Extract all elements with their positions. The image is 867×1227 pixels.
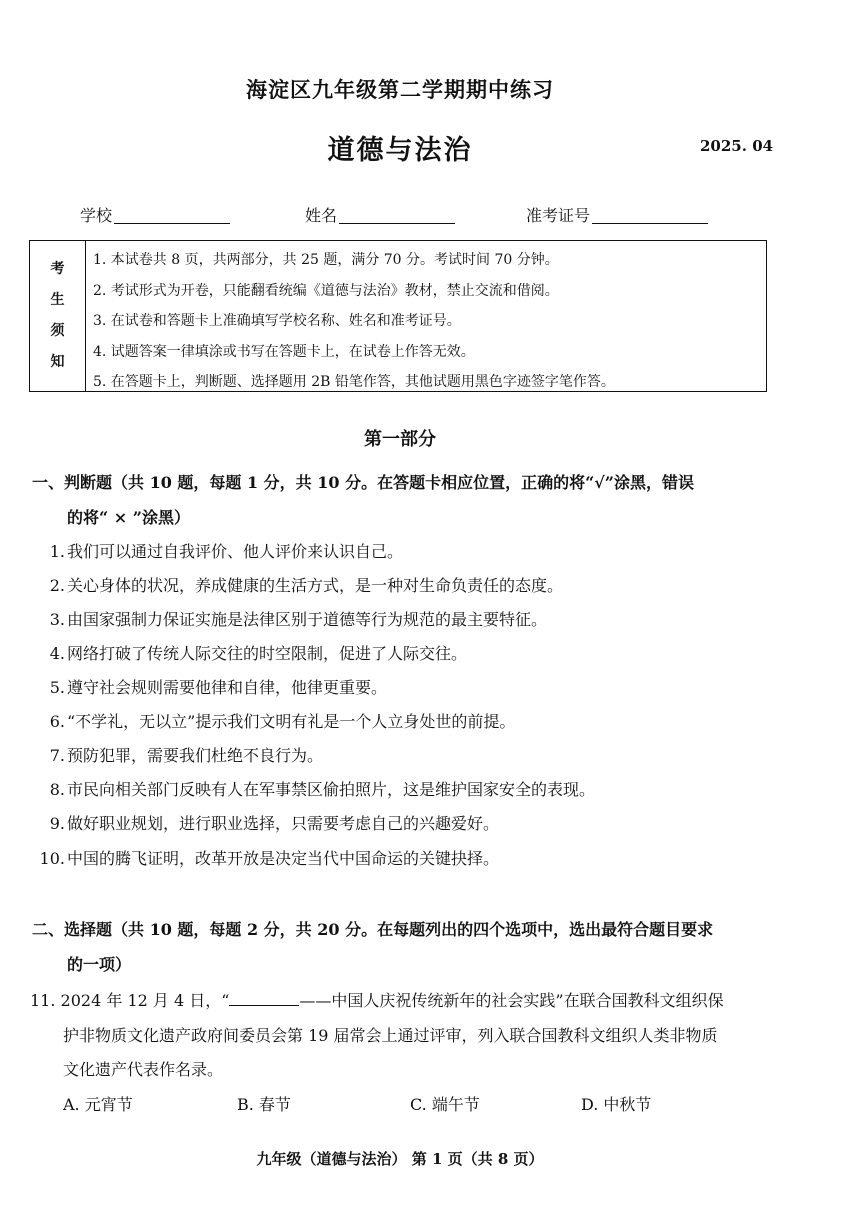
question-text: 关心身体的状况，养成健康的生活方式，是一种对生命负责任的态度。	[67, 576, 564, 595]
notice-item: 3. 在试卷和答题卡上准确填写学校名称、姓名和准考证号。	[93, 313, 461, 329]
question-text: 网络打破了传统人际交往的时空限制，促进了人际交往。	[67, 644, 468, 663]
question-text: 我们可以通过自我评价、他人评价来认识自己。	[67, 542, 404, 561]
question-number: 11.	[30, 991, 56, 1010]
question-number: 7.	[49, 746, 65, 765]
section-one-heading: 一、判断题（共 10 题，每题 1 分，共 10 分。在答题卡相应位置，正确的将“√”涂黑，错误	[32, 473, 695, 492]
notice-label	[30, 241, 86, 391]
question-text: 市民向相关部门反映有人在军事禁区偷拍照片，这是维护国家安全的表现。	[67, 780, 596, 799]
exam-notice-box	[29, 240, 767, 392]
question-number: 6.	[49, 712, 65, 731]
question-number: 2.	[49, 576, 65, 595]
notice-item: 4. 试题答案一律填涂或书写在答题卡上，在试卷上作答无效。	[93, 343, 475, 360]
question-item	[38, 675, 387, 698]
question-item	[38, 709, 515, 732]
notice-list	[93, 245, 615, 398]
page-footer: 九年级（道德与法治） 第 1 页（共 8 页）	[256, 1150, 544, 1168]
question-item	[38, 846, 499, 869]
notice-item: 5. 在答题卡上，判断题、选择题用 2B 铅笔作答，其他试题用黑色字迹签字笔作答。	[93, 374, 615, 390]
question-text: ——中国人庆祝传统新年的社会实践”在联合国教科文组织保	[299, 991, 724, 1010]
question-text: 中国的腾飞证明，改革开放是决定当代中国命运的关键抉择。	[67, 849, 500, 868]
question-11-line-3: 文化遗产代表作名录。	[63, 1060, 224, 1079]
question-text: 预防犯罪，需要我们杜绝不良行为。	[67, 746, 324, 765]
option-d: D. 中秋节	[581, 1095, 652, 1114]
question-number: 9.	[49, 814, 65, 833]
question-item	[38, 539, 403, 562]
option-c: C. 端午节	[410, 1095, 480, 1114]
question-text: 遵守社会规则需要他律和自律，他律更重要。	[67, 678, 388, 697]
exam-id-field	[526, 203, 708, 226]
notice-item: 1. 本试卷共 8 页，共两部分，共 25 题，满分 70 分。考试时间 70 分钟。	[93, 252, 559, 268]
section-two-heading-cont: 的一项）	[67, 955, 132, 974]
school-label: 学校	[80, 206, 113, 225]
section-one-heading-cont: 的将“ × ”涂黑）	[67, 508, 190, 527]
notice-label-char: 知	[50, 354, 65, 370]
option-a: A. 元宵节	[63, 1095, 133, 1114]
exam-id-blank	[592, 205, 708, 224]
question-number: 10.	[39, 849, 65, 868]
name-field	[305, 203, 455, 226]
question-11	[30, 988, 724, 1011]
question-item	[38, 811, 499, 834]
school-field	[80, 203, 230, 226]
notice-label-char: 生	[50, 292, 65, 308]
section-two-heading: 二、选择题（共 10 题，每题 2 分，共 20 分。在每题列出的四个选项中，选出最符合题目要求	[32, 920, 714, 939]
question-item	[38, 607, 547, 630]
fill-blank	[229, 991, 299, 1006]
question-number: 1.	[49, 542, 65, 561]
exam-date: 2025. 04	[700, 137, 774, 155]
question-number: 5.	[49, 678, 65, 697]
question-text: “不学礼，无以立”提示我们文明有礼是一个人立身处世的前提。	[67, 712, 516, 731]
question-text: 由国家强制力保证实施是法律区别于道德等行为规范的最主要特征。	[67, 610, 548, 629]
school-blank	[114, 205, 230, 224]
notice-label-char: 须	[50, 323, 65, 339]
exam-id-label: 准考证号	[526, 206, 591, 225]
question-item	[38, 641, 467, 664]
question-11-line-2: 护非物质文化遗产政府间委员会第 19 届常会上通过评审，列入联合国教科文组织人类非物质	[63, 1026, 718, 1045]
question-text: 做好职业规划，进行职业选择，只需要考虑自己的兴趣爱好。	[67, 814, 500, 833]
name-blank	[339, 205, 455, 224]
question-item	[38, 573, 563, 596]
subject-title: 道德与法治	[327, 135, 473, 166]
question-text: 2024 年 12 月 4 日，“	[60, 991, 230, 1010]
exam-title: 海淀区九年级第二学期期中练习	[246, 77, 554, 102]
question-number: 8.	[49, 780, 65, 799]
notice-label-char: 考	[50, 261, 65, 277]
question-item	[38, 743, 323, 766]
part-one-title: 第一部分	[364, 429, 436, 450]
question-number: 4.	[49, 644, 65, 663]
notice-item: 2. 考试形式为开卷，只能翻看统编《道德与法治》教材，禁止交流和借阅。	[93, 282, 559, 299]
question-item	[38, 777, 595, 800]
name-label: 姓名	[305, 206, 338, 225]
option-b: B. 春节	[237, 1095, 291, 1114]
question-number: 3.	[49, 610, 65, 629]
